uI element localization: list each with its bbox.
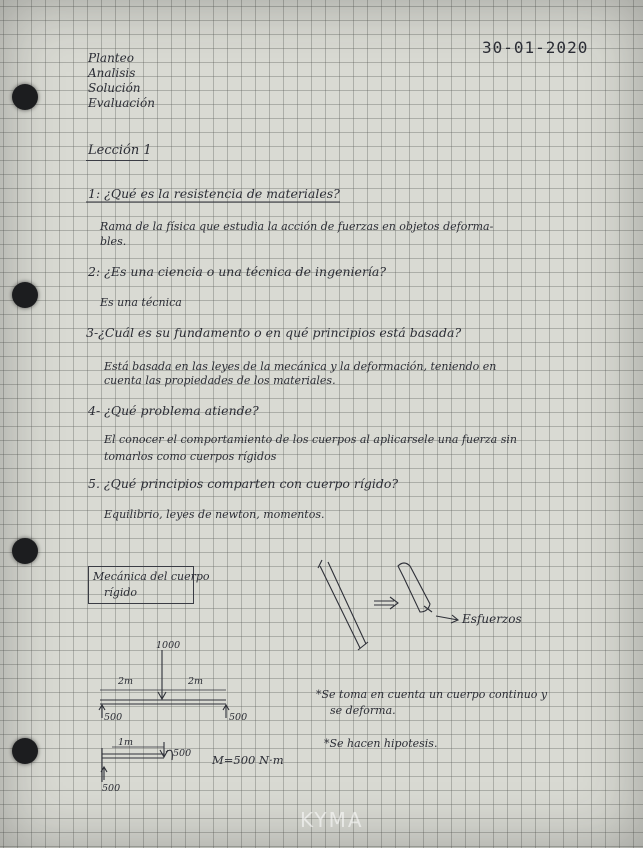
beam-left-span: 2m (118, 676, 134, 687)
esfuerzos-label: Esfuerzos (462, 612, 522, 626)
note-line: *Se toma en cuenta un cuerpo continuo y (316, 688, 548, 701)
answer-5-line: Equilibrio, leyes de newton, momentos. (104, 508, 325, 521)
cantilever-length: 1m (118, 737, 134, 748)
box-label-line: rígido (104, 586, 137, 599)
answer-1-line: bles. (100, 235, 127, 248)
note-line: se deforma. (330, 704, 396, 717)
beam-left-reaction: 500 (104, 712, 123, 723)
answer-3-line: Está basada en las leyes de la mecánica y la deformación, teniendo en (104, 360, 497, 373)
pase-line: Planteo (88, 51, 134, 65)
question-1: 1: ¿Qué es la resistencia de materiales? (88, 186, 340, 201)
box-label-line: Mecánica del cuerpo (93, 570, 210, 583)
page-date: 30-01-2020 (482, 38, 589, 57)
cantilever-reaction: 500 (102, 783, 121, 794)
question-2: 2: ¿Es una ciencia o una técnica de ingeniería? (88, 264, 387, 279)
answer-2-line: Es una técnica (100, 296, 182, 309)
cantilever-moment: M=500 N·m (212, 753, 284, 767)
pase-line: Evaluación (88, 96, 155, 110)
question-3: 3-¿Cuál es su fundamento o en qué principios está basada? (86, 325, 462, 340)
pase-line: Analisis (88, 66, 136, 80)
deformed-rod-sketch (398, 563, 430, 612)
note-line: *Se hacen hipotesis. (324, 737, 438, 750)
lesson-title: Lección 1 (88, 143, 152, 158)
answer-1-line: Rama de la física que estudia la acción de fuerzas en objetos deforma- (100, 220, 494, 233)
beam-right-reaction: 500 (229, 712, 248, 723)
beam-load-label: 1000 (156, 640, 181, 651)
question-4: 4- ¿Qué problema atiende? (88, 403, 259, 418)
question-5: 5. ¿Qué principios comparten con cuerpo rígido? (88, 476, 399, 491)
answer-3-line: cuenta las propiedades de los materiales. (104, 374, 336, 387)
answer-4-line: tomarlos como cuerpos rígidos (104, 450, 277, 463)
moment-arc (166, 750, 172, 760)
rod-sketch (320, 562, 366, 648)
beam-right-span: 2m (188, 676, 204, 687)
watermark-logo: KYMA (300, 808, 364, 832)
cantilever-load: 500 (173, 748, 192, 759)
pase-line: Solución (88, 81, 141, 95)
answer-4-line: El conocer el comportamiento de los cuerpos al aplicarsele una fuerza sin (104, 433, 517, 446)
